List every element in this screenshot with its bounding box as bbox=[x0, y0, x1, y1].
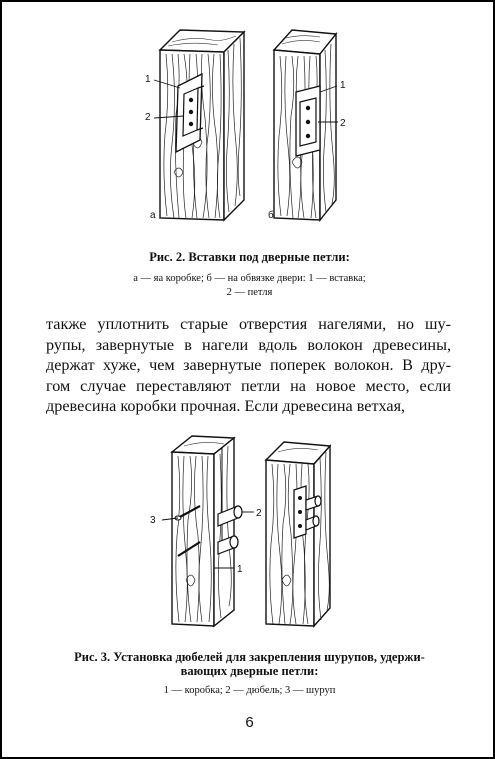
figure-2-illustration bbox=[132, 22, 372, 237]
label-fig3-2: 2 bbox=[256, 508, 262, 519]
figure-3-caption-title-line-1: Рис. 3. Установка дюбелей для закрепления шурупов, удержи- bbox=[74, 650, 425, 664]
label-b-1: 1 bbox=[340, 80, 346, 91]
label-a-1: 1 bbox=[145, 74, 151, 85]
body-line-3: держат хуже, чем завернутые поперек волокон. В дру- bbox=[46, 356, 451, 374]
label-fig3-1: 1 bbox=[237, 564, 243, 575]
body-line-5: древесина коробки прочная. Если древесина ветхая, bbox=[46, 397, 406, 415]
post-b bbox=[268, 30, 346, 221]
label-fig3-3: 3 bbox=[150, 515, 156, 526]
label-b-2: 2 bbox=[340, 118, 346, 129]
figure-2-caption-line-1: а — яа коробке; б — на обвязке двери: 1 — вставка; bbox=[133, 273, 366, 284]
label-b-letter: б bbox=[268, 210, 274, 221]
figure-2-drawing bbox=[132, 22, 372, 237]
figure-2-caption-line-2: 2 — петля bbox=[226, 287, 273, 298]
body-line-2: рупы, завернутые в нагели вдоль волокон древесины, bbox=[46, 335, 451, 354]
figure-3-drawing bbox=[142, 430, 352, 635]
figure-2-caption-title: Рис. 2. Вставки под дверные петли: bbox=[149, 250, 350, 264]
label-a-letter: а bbox=[150, 210, 156, 221]
figure-3-illustration bbox=[142, 430, 352, 635]
post-a bbox=[145, 30, 244, 221]
post-frame bbox=[150, 436, 262, 626]
figure-3-caption-line-1: 1 — коробка; 2 — дюбель; 3 — шуруп bbox=[163, 685, 336, 696]
label-a-2: 2 bbox=[145, 112, 151, 123]
figure-3-caption-title-line-2: вающих дверные петли: bbox=[180, 664, 319, 678]
body-line-4: гом случае переставляют петли на новое место, если bbox=[46, 376, 451, 395]
page-number: 6 bbox=[245, 714, 254, 731]
body-paragraph bbox=[46, 314, 451, 417]
post-with-hinge bbox=[266, 442, 330, 626]
body-line-1: также уплотнить старые отверстия нагелями, но шу- bbox=[46, 315, 451, 333]
